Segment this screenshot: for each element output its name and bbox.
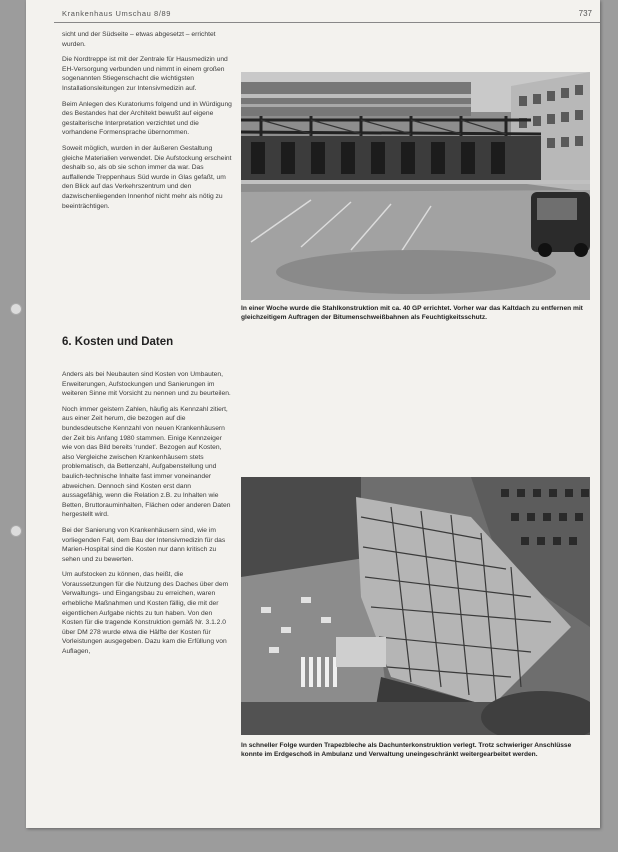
paragraph: Beim Anlegen des Kuratoriums folgend und in Würdigung des Bestandes hat der Architekt bewußt auf eigene gestalterische Interpretation verzichtet und die vorhandene Formensprache übernommen. <box>62 100 232 137</box>
paragraph: Die Nordtreppe ist mit der Zentrale für Hausmedizin und EH-Versorgung verbunden und nimmt in einem großen sogenannten Stiegenschacht die wichtigsten Installationsleitungen zur Intensivmedizin auf. <box>62 56 228 92</box>
page-number: 737 <box>578 9 592 18</box>
text-column-top <box>62 30 232 217</box>
punch-hole <box>10 303 22 315</box>
section-heading: 6. Kosten und Daten <box>62 336 174 348</box>
paragraph: Bei der Sanierung von Krankenhäusern sind, wie im vorliegenden Fall, dem Bau der Intensivmedizin für das Marien-Hospital sind die Kosten nur dann kritisch zu sehen und zu bewerten. <box>62 526 226 563</box>
paragraph: Um aufstocken zu können, das heißt, die Voraussetzungen für die Nutzung des Daches über dem Verwaltungs- und Eingangsbau zu erreichen, waren erhebliche Maßnahmen und Kosten fällig, die mit der eigentlichen Aufgabe nichts zu tun haben. Von den Kosten für die tragende Konstruktion gemäß Nr. 3.1.2.0 über DM 278 wurde etwa die Hälfte der Kosten für Vorleistungen ausgegeben. Dazu kam die Erfüllung von Auflagen, <box>62 571 229 656</box>
paragraph: sicht und der Südseite – etwas abgesetzt – errichtet wurden. <box>62 31 216 48</box>
punch-hole <box>10 525 22 537</box>
photo-caption-top: In einer Woche wurde die Stahlkonstruktion mit ca. 40 GP errichtet. Vorher war das Kaltdach zu entfernen mit gleichzeitigem Auftragen der Bitumenschweißbahnen als Feuchtigkeitsschutz. <box>241 305 583 321</box>
photo-steel-structure <box>241 72 590 300</box>
paragraph: Anders als bei Neubauten sind Kosten von Umbauten, Erweiterungen, Aufstockungen und Sanierungen im weiteren Sinne mit Vorsicht zu nennen und zu beurteilen. <box>62 371 231 398</box>
text-column-bottom <box>62 370 232 663</box>
paragraph: Noch immer geistern Zahlen, häufig als Kennzahl zitiert, aus einer Zeit herum, die bezogen auf die bundesdeutsche Kennzahl von neuen Krankenhäusern der Zeit bis Anfang 1980 stammen. Einige Kennzeiger wie von das Bild bereits 'rundet'. Bezogen auf Kosten, also Vergleiche zwischen Krankenhäusern stets problematisch, da Bettenzahl, Aufgabenstellung und baulich-technische Inhalte fast immer voneinander abweichen. Dennoch sind Kosten erst dann aussagefähig, wenn die Relation z.B. zu Inhalten wie Betten, Bruttorauminhalten, Flächen oder anderen Daten hergestellt wird. <box>62 405 231 519</box>
header-rule <box>54 22 600 23</box>
photo-caption-bottom: In schneller Folge wurden Trapezbleche als Dachunterkonstruktion verlegt. Trotz schwieriger Anschlüsse konnte im Erdgeschoß in Ambulanz und Verwaltung uneingeschränkt weitergearbeitet werden. <box>241 742 572 758</box>
running-head: Krankenhaus Umschau 8/89 <box>62 9 172 18</box>
photo-roof-extension <box>241 477 590 735</box>
paragraph: Soweit möglich, wurden in der äußeren Gestaltung gleiche Materialien verwendet. Die Aufstockung erscheint deshalb so, als ob sie schon immer da war. Das auffallende Treppenhaus Süd wurde in Glas gefaßt, um den Blick auf das Verkehrszentrum und den dazwischenliegenden Innenhof nicht mehr als nötig zu beeinträchtigen. <box>62 144 232 210</box>
document-page <box>26 0 600 828</box>
